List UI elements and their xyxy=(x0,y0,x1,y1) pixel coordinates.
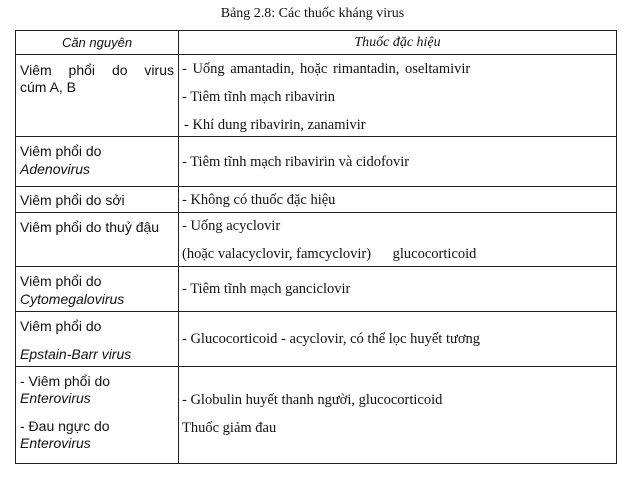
drug-cell xyxy=(179,55,617,137)
header-drug: Thuốc đặc hiệu xyxy=(179,31,617,55)
drug-text: - Không có thuốc đặc hiệu xyxy=(182,191,336,208)
cause-cell xyxy=(16,187,179,213)
drug-text: - Uống amantadin, hoặc rimantadin, oseltamivir xyxy=(182,61,471,77)
table-row xyxy=(16,187,617,213)
cause-text: Viêm phổi do xyxy=(20,143,102,159)
cause-cell xyxy=(16,267,179,312)
table-row xyxy=(16,267,617,312)
drug-text: - Khí dung ribavirin, zanamivir xyxy=(184,117,366,133)
table-row xyxy=(16,367,617,464)
drug-cell xyxy=(179,213,617,267)
cause-cell xyxy=(16,55,179,137)
drug-cell xyxy=(179,312,617,367)
drug-cell xyxy=(179,187,617,213)
table-row xyxy=(16,137,617,187)
cause-cell xyxy=(16,213,179,267)
drug-text: Thuốc giảm đau xyxy=(182,420,277,436)
cause-cell xyxy=(16,367,179,464)
drug-text: - Glucocorticoid - acyclovir, có thể lọc huyết tương xyxy=(182,331,481,347)
table-header-row xyxy=(16,31,617,55)
cause-text: Viêm phổi do virus xyxy=(20,62,174,78)
cause-text: - Đau ngực do xyxy=(20,418,110,434)
cause-text: Viêm phổi do sởi xyxy=(20,191,125,208)
table-row xyxy=(16,213,617,267)
drug-text: - Tiêm tĩnh mạch ribavirin xyxy=(182,89,336,105)
drug-text xyxy=(182,243,612,265)
drug-text: - Tiêm tĩnh mạch ribavirin và cidofovir xyxy=(182,153,410,170)
cause-text: cúm A, B xyxy=(20,79,77,95)
table-row xyxy=(16,55,617,137)
cause-cell xyxy=(16,312,179,367)
drug-text: - Globulin huyết thanh người, glucocorticoid xyxy=(182,392,443,408)
drug-cell xyxy=(179,367,617,464)
antiviral-table xyxy=(15,30,617,464)
table-row xyxy=(16,312,617,367)
cause-cell xyxy=(16,137,179,187)
cause-text: Cytomegalovirus xyxy=(20,291,125,307)
cause-text: Enterovirus xyxy=(20,390,91,406)
cause-text: - Viêm phổi do xyxy=(20,373,111,389)
drug-text: glucocorticoid xyxy=(392,246,477,262)
drug-text: (hoặc valacyclovir, famcyclovir) xyxy=(182,246,372,262)
cause-text: Epstain-Barr virus xyxy=(20,346,132,362)
drug-text: - Uống acyclovir xyxy=(182,218,281,234)
drug-cell xyxy=(179,267,617,312)
cause-text: Viêm phổi do thuỷ đậu xyxy=(20,219,160,235)
cause-text: Adenovirus xyxy=(20,161,91,177)
cause-text: Enterovirus xyxy=(20,435,91,451)
table-caption: Bảng 2.8: Các thuốc kháng virus xyxy=(220,6,405,21)
cause-text: Viêm phổi do xyxy=(20,318,102,334)
header-cause: Căn nguyên xyxy=(16,31,179,55)
cause-text: Viêm phổi do xyxy=(20,273,102,289)
drug-text: - Tiêm tĩnh mạch ganciclovir xyxy=(182,281,351,297)
drug-cell xyxy=(179,137,617,187)
